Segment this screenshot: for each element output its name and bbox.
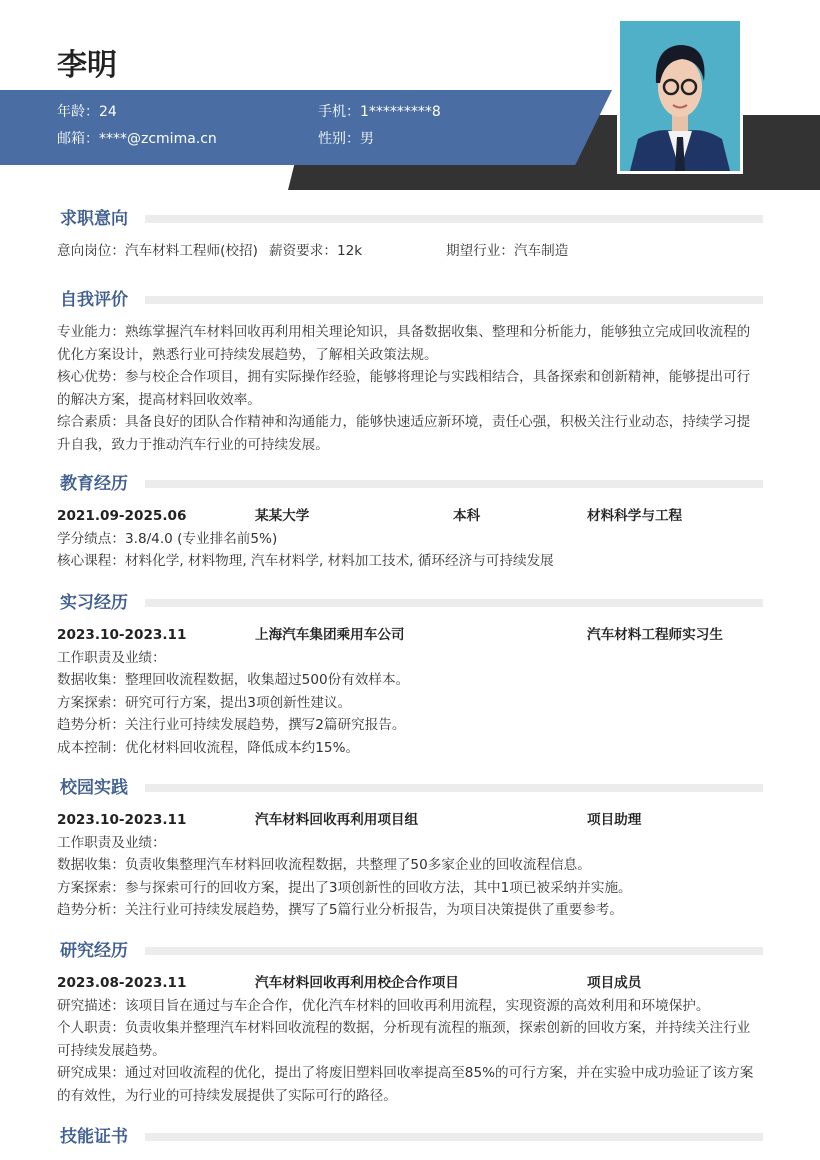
text-line: 数据收集：整理回收流程数据，收集超过500份有效样本。 — [57, 672, 410, 688]
text-line: 研究描述：该项目旨在通过与车企合作，优化汽车材料的回收再利用流程，实现资源的高效利用和环境保护。 — [57, 997, 710, 1014]
date: 2021.09-2025.06 — [57, 508, 187, 524]
divider — [145, 215, 763, 223]
date: 2023.08-2023.11 — [57, 975, 187, 991]
section-skills — [0, 1125, 820, 1149]
divider — [145, 947, 763, 955]
section-education — [0, 472, 820, 569]
candidate-name: 李明 — [57, 48, 117, 83]
text-line: 专业能力：熟练掌握汽车材料回收再利用相关理论知识，具备数据收集、整理和分析能力，能够独立完成回收流程的优化方案设计，熟悉行业可持续发展趋势，了解相关政策法规。 — [57, 324, 751, 363]
text-line: 成本控制：优化材料回收流程，降低成本约15%。 — [57, 739, 360, 756]
degree: 本科 — [453, 508, 481, 524]
major: 材料科学与工程 — [587, 508, 683, 524]
section-title: 求职意向 — [60, 209, 128, 229]
school: 某某大学 — [255, 508, 310, 524]
text-line: 个人职责：负责收集并整理汽车材料回收流程的数据，分析现有流程的瓶颈，探索创新的回收方案，并持续关注行业可持续发展趋势。 — [57, 1020, 751, 1059]
age: 年龄：24 — [57, 104, 117, 120]
text-line: 研究成果：通过对回收流程的优化，提出了将废旧塑料回收率提高至85%的可行方案，并在实验中成功验证了该方案的有效性，为行业的可持续发展提供了实际可行的路径。 — [57, 1065, 754, 1104]
profile-photo — [617, 18, 743, 174]
email: 邮箱：****@zcmima.cn — [57, 131, 217, 147]
text-line: 数据收集：负责收集整理汽车材料回收流程数据，共整理了50多家企业的回收流程信息。 — [57, 857, 591, 873]
text-line: 工作职责及业绩： — [57, 834, 166, 851]
section-title: 校园实践 — [60, 778, 128, 798]
industry: 期望行业：汽车制造 — [446, 243, 569, 259]
organization: 上海汽车集团乘用车公司 — [255, 627, 405, 643]
position: 意向岗位：汽车材料工程师(校招) — [57, 243, 258, 259]
text-line: 趋势分析：关注行业可持续发展趋势，撰写了5篇行业分析报告，为项目决策提供了重要参考。 — [57, 902, 623, 918]
section-self-evaluation — [0, 288, 820, 453]
divider — [145, 784, 763, 792]
text-line: 核心课程：材料化学, 材料物理, 汽车材料学, 材料加工技术, 循环经济与可持续发展 — [57, 553, 554, 569]
section-title: 研究经历 — [60, 941, 128, 961]
text-line: 工作职责及业绩： — [57, 649, 166, 666]
section-title: 技能证书 — [60, 1127, 128, 1147]
date: 2023.10-2023.11 — [57, 627, 187, 643]
text-line: 核心优势：参与校企合作项目，拥有实际操作经验，能够将理论与实践相结合，具备探索和创新精神，能够提出可行的解决方案，提高材料回收效率。 — [57, 369, 751, 408]
date: 2023.10-2023.11 — [57, 812, 187, 828]
section-research — [0, 939, 820, 1104]
phone: 手机：1*********8 — [318, 104, 441, 120]
role: 项目成员 — [587, 975, 642, 991]
divider — [145, 296, 763, 304]
divider — [145, 480, 763, 488]
role: 汽车材料工程师实习生 — [587, 627, 723, 643]
section-title: 教育经历 — [60, 474, 128, 494]
text-line: 趋势分析：关注行业可持续发展趋势，撰写2篇研究报告。 — [57, 717, 406, 733]
section-title: 自我评价 — [60, 290, 128, 310]
section-campus-practice — [0, 776, 820, 918]
gender: 性别：男 — [318, 131, 374, 147]
organization: 汽车材料回收再利用校企合作项目 — [255, 975, 459, 991]
text-line: 综合素质：具备良好的团队合作精神和沟通能力，能够快速适应新环境，责任心强，积极关注行业动态，持续学习提升自我，致力于推动汽车行业的可持续发展。 — [57, 414, 751, 453]
section-job-intention — [0, 207, 820, 259]
salary: 薪资要求：12k — [269, 243, 363, 259]
section-title: 实习经历 — [60, 593, 128, 613]
text-line: 方案探索：研究可行方案，提出3项创新性建议。 — [57, 694, 352, 711]
organization: 汽车材料回收再利用项目组 — [255, 812, 419, 828]
text-line: 学分绩点：3.8/4.0 (专业排名前5%) — [57, 530, 278, 547]
role: 项目助理 — [587, 812, 642, 828]
text-line: 方案探索：参与探索可行的回收方案，提出了3项创新性的回收方法，其中1项已被采纳并实施。 — [57, 879, 632, 896]
divider — [145, 599, 763, 607]
section-internship — [0, 591, 820, 756]
divider — [145, 1133, 763, 1141]
